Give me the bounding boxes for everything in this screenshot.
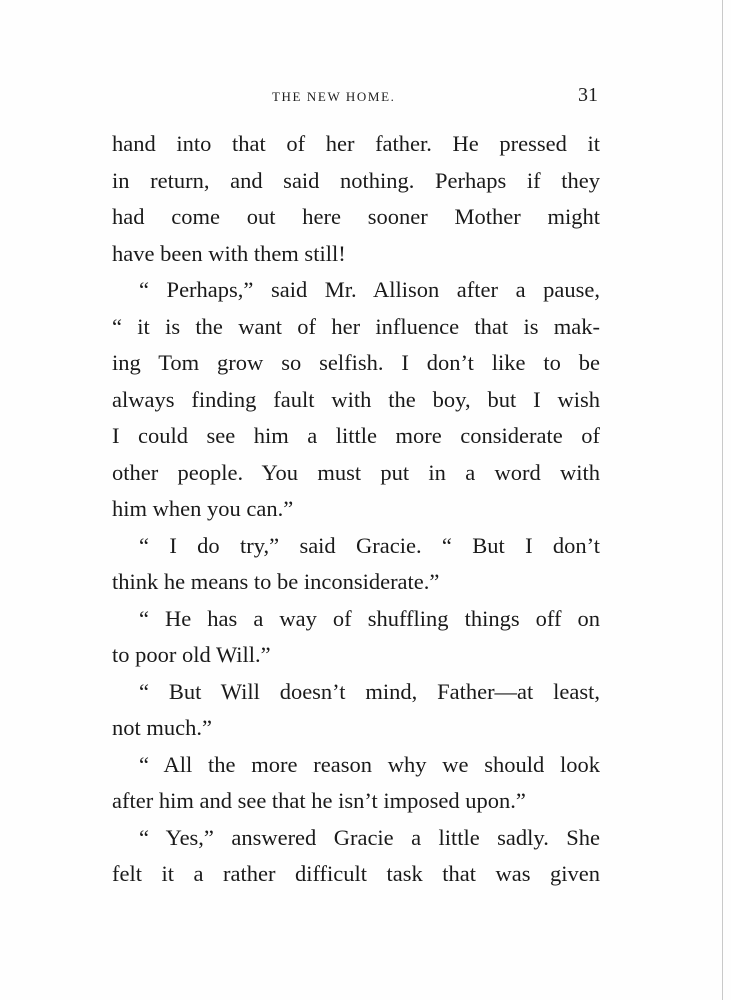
text-line: after him and see that he isn’t imposed upon.”	[112, 788, 526, 813]
text-line: “ it is the want of her influence that is mak-	[112, 313, 600, 339]
text-line: in return, and said nothing. Perhaps if they	[112, 167, 600, 193]
text-line: “ I do try,” said Gracie. “ But I don’t	[139, 532, 600, 558]
text-line: “ All the more reason why we should look	[139, 751, 600, 777]
text-line: him when you can.”	[112, 496, 294, 521]
running-head: THE NEW HOME.	[272, 89, 396, 104]
page-header	[112, 84, 598, 110]
page-number: 31	[578, 84, 598, 106]
text-line: to poor old Will.”	[112, 642, 271, 667]
text-line: think he means to be inconsiderate.”	[112, 569, 440, 594]
text-line: “ But Will doesn’t mind, Father—at least,	[139, 678, 600, 704]
text-line: “ Yes,” answered Gracie a little sadly. She	[139, 824, 600, 850]
text-line: I could see him a little more considerate of	[112, 423, 600, 448]
text-line: “ He has a way of shuffling things off on	[139, 605, 600, 631]
text-line: felt it a rather difficult task that was given	[112, 861, 600, 886]
page-edge-line	[722, 0, 723, 1000]
text-line: always finding fault with the boy, but I wish	[112, 386, 600, 412]
text-line: “ Perhaps,” said Mr. Allison after a pause,	[139, 277, 600, 302]
text-line: hand into that of her father. He pressed it	[112, 131, 600, 156]
text-line: ing Tom grow so selfish. I don’t like to be	[112, 350, 600, 375]
text-line: have been with them still!	[112, 240, 346, 266]
text-line: had come out here sooner Mother might	[112, 204, 600, 229]
body-text	[112, 126, 600, 893]
text-line: not much.”	[112, 715, 212, 740]
text-line: other people. You must put in a word with	[112, 459, 600, 485]
